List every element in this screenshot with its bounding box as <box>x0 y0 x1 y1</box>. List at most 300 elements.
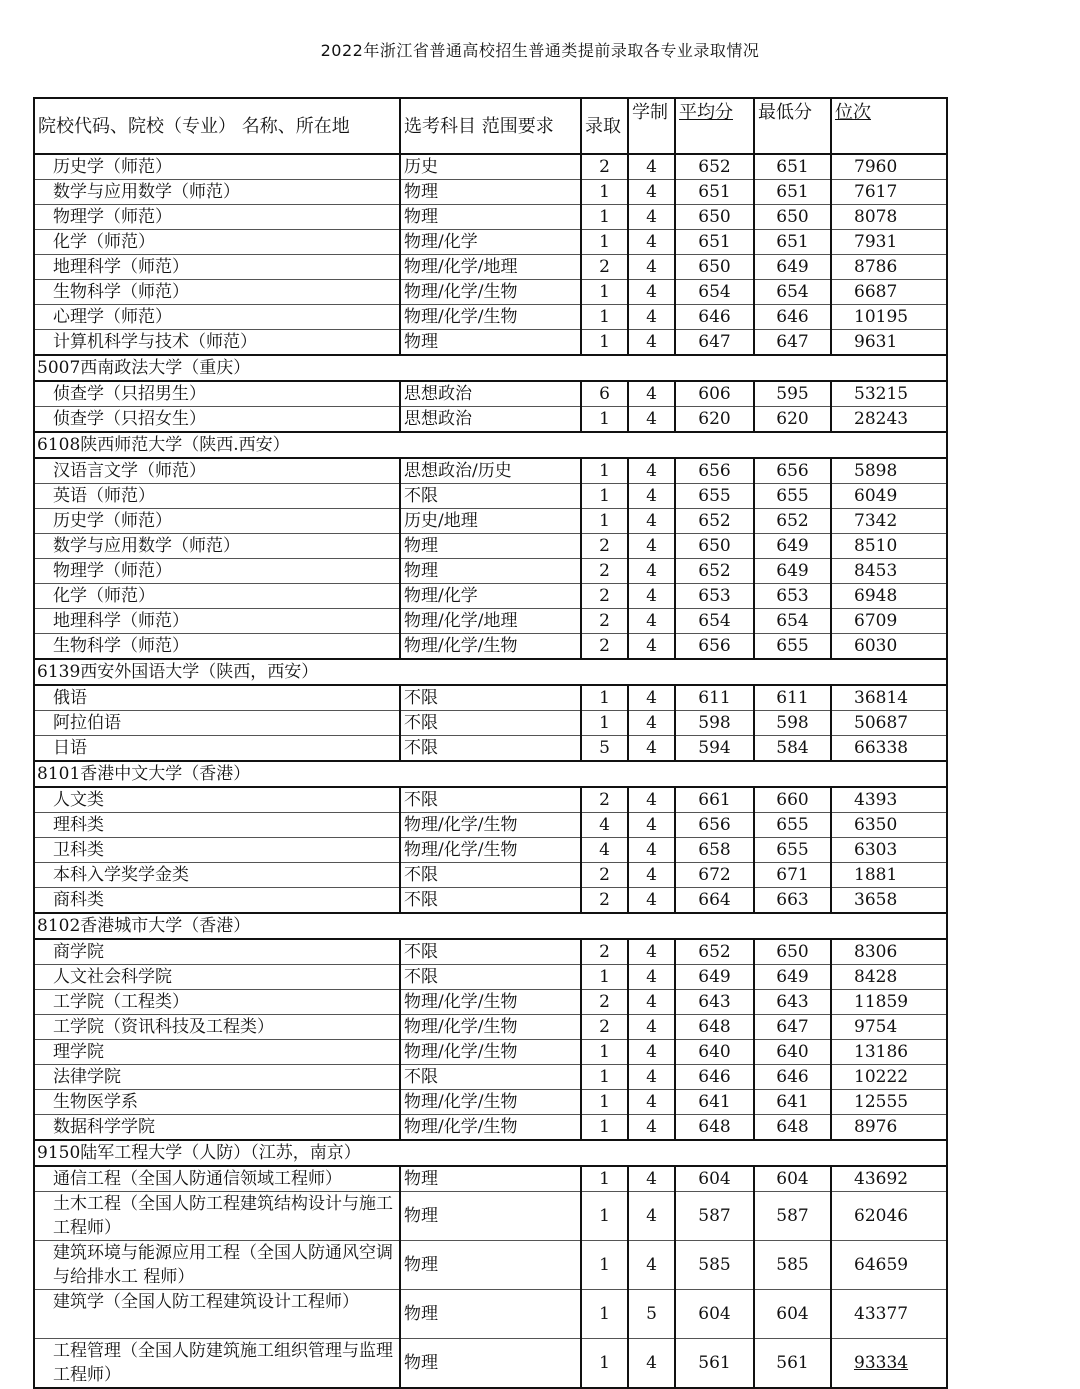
subjects-cell: 历史 <box>400 154 581 180</box>
admitted-cell: 1 <box>581 1192 628 1241</box>
min-cell: 655 <box>754 484 831 509</box>
admitted-cell: 2 <box>581 939 628 965</box>
avg-cell: 640 <box>675 1040 754 1065</box>
major-cell: 理学院 <box>34 1040 400 1065</box>
years-cell: 4 <box>628 180 675 205</box>
admitted-cell: 2 <box>581 634 628 660</box>
min-cell: 654 <box>754 280 831 305</box>
major-cell: 通信工程（全国人防通信领域工程师） <box>34 1166 400 1192</box>
school-header-row <box>34 355 947 381</box>
subjects-cell: 物理 <box>400 1339 581 1389</box>
min-cell: 641 <box>754 1090 831 1115</box>
min-cell: 648 <box>754 1115 831 1141</box>
major-cell: 商学院 <box>34 939 400 965</box>
admitted-cell: 1 <box>581 685 628 711</box>
table-row <box>34 381 947 407</box>
subjects-cell: 物理 <box>400 1290 581 1339</box>
table-body <box>34 154 947 1388</box>
major-cell: 阿拉伯语 <box>34 711 400 736</box>
avg-cell: 646 <box>675 305 754 330</box>
admitted-cell: 1 <box>581 205 628 230</box>
rank-cell: 6049 <box>831 484 947 509</box>
subjects-cell: 历史/地理 <box>400 509 581 534</box>
rank-cell: 36814 <box>831 685 947 711</box>
min-cell: 649 <box>754 534 831 559</box>
admission-table <box>33 97 948 1389</box>
major-cell: 土木工程（全国人防工程建筑结构设计与施工工程师） <box>34 1192 400 1241</box>
years-cell: 4 <box>628 559 675 584</box>
min-cell: 585 <box>754 1241 831 1290</box>
table-row <box>34 1166 947 1192</box>
rank-cell: 6350 <box>831 813 947 838</box>
table-row <box>34 990 947 1015</box>
major-cell: 数据科学学院 <box>34 1115 400 1141</box>
admitted-cell: 1 <box>581 1166 628 1192</box>
rank-cell: 53215 <box>831 381 947 407</box>
min-cell: 561 <box>754 1339 831 1389</box>
avg-cell: 646 <box>675 1065 754 1090</box>
major-cell: 地理科学（师范） <box>34 609 400 634</box>
table-row <box>34 685 947 711</box>
avg-cell: 652 <box>675 559 754 584</box>
avg-cell: 649 <box>675 965 754 990</box>
admitted-cell: 1 <box>581 458 628 484</box>
major-cell: 人文社会科学院 <box>34 965 400 990</box>
subjects-cell: 物理/化学/生物 <box>400 634 581 660</box>
school-header-row <box>34 432 947 458</box>
table-row <box>34 180 947 205</box>
min-cell: 655 <box>754 813 831 838</box>
min-cell: 611 <box>754 685 831 711</box>
rank-cell: 28243 <box>831 407 947 433</box>
min-cell: 620 <box>754 407 831 433</box>
subjects-cell: 物理 <box>400 180 581 205</box>
rank-cell: 6030 <box>831 634 947 660</box>
major-cell: 卫科类 <box>34 838 400 863</box>
major-cell: 建筑环境与能源应用工程（全国人防通风空调与给排水工 程师） <box>34 1241 400 1290</box>
avg-cell: 654 <box>675 280 754 305</box>
subjects-cell: 不限 <box>400 888 581 914</box>
rank-cell: 8306 <box>831 939 947 965</box>
avg-cell: 606 <box>675 381 754 407</box>
avg-cell: 620 <box>675 407 754 433</box>
years-cell: 4 <box>628 1192 675 1241</box>
major-cell: 工程管理（全国人防建筑施工组织管理与监理工程师） <box>34 1339 400 1389</box>
subjects-cell: 不限 <box>400 939 581 965</box>
subjects-cell: 物理/化学/生物 <box>400 1115 581 1141</box>
years-cell: 4 <box>628 838 675 863</box>
years-cell: 4 <box>628 965 675 990</box>
years-cell: 4 <box>628 407 675 433</box>
years-cell: 4 <box>628 1115 675 1141</box>
years-cell: 4 <box>628 634 675 660</box>
years-cell: 4 <box>628 1065 675 1090</box>
major-cell: 数学与应用数学（师范） <box>34 534 400 559</box>
avg-cell: 652 <box>675 509 754 534</box>
school-name: 5007西南政法大学（重庆） <box>34 355 947 381</box>
subjects-cell: 不限 <box>400 965 581 990</box>
rank-cell: 64659 <box>831 1241 947 1290</box>
years-cell: 4 <box>628 863 675 888</box>
major-cell: 工学院（资讯科技及工程类） <box>34 1015 400 1040</box>
table-row <box>34 1090 947 1115</box>
table-row <box>34 1040 947 1065</box>
table-row <box>34 484 947 509</box>
table-row <box>34 888 947 914</box>
rank-cell: 3658 <box>831 888 947 914</box>
major-cell: 物理学（师范） <box>34 559 400 584</box>
admitted-cell: 1 <box>581 484 628 509</box>
avg-cell: 652 <box>675 939 754 965</box>
subjects-cell: 物理/化学/生物 <box>400 838 581 863</box>
subjects-cell: 物理 <box>400 330 581 356</box>
min-cell: 650 <box>754 205 831 230</box>
min-cell: 647 <box>754 330 831 356</box>
major-cell: 心理学（师范） <box>34 305 400 330</box>
years-cell: 4 <box>628 939 675 965</box>
major-cell: 计算机科学与技术（师范） <box>34 330 400 356</box>
table-row <box>34 787 947 813</box>
years-cell: 4 <box>628 230 675 255</box>
avg-cell: 656 <box>675 813 754 838</box>
years-cell: 4 <box>628 1339 675 1389</box>
avg-cell: 561 <box>675 1339 754 1389</box>
avg-cell: 611 <box>675 685 754 711</box>
subjects-cell: 不限 <box>400 1065 581 1090</box>
admitted-cell: 1 <box>581 180 628 205</box>
table-row <box>34 813 947 838</box>
years-cell: 4 <box>628 458 675 484</box>
min-cell: 663 <box>754 888 831 914</box>
admitted-cell: 2 <box>581 1015 628 1040</box>
avg-cell: 598 <box>675 711 754 736</box>
years-cell: 4 <box>628 1166 675 1192</box>
subjects-cell: 物理/化学/生物 <box>400 1090 581 1115</box>
subjects-cell: 物理 <box>400 1166 581 1192</box>
major-cell: 生物科学（师范） <box>34 280 400 305</box>
subjects-cell: 不限 <box>400 787 581 813</box>
min-cell: 653 <box>754 584 831 609</box>
major-cell: 历史学（师范） <box>34 154 400 180</box>
major-cell: 法律学院 <box>34 1065 400 1090</box>
major-cell: 化学（师范） <box>34 230 400 255</box>
major-cell: 俄语 <box>34 685 400 711</box>
rank-cell: 6687 <box>831 280 947 305</box>
table-row <box>34 838 947 863</box>
major-cell: 生物科学（师范） <box>34 634 400 660</box>
header-years: 学制 <box>628 98 675 154</box>
subjects-cell: 物理/化学/地理 <box>400 609 581 634</box>
major-cell: 物理学（师范） <box>34 205 400 230</box>
min-cell: 655 <box>754 838 831 863</box>
admitted-cell: 1 <box>581 1040 628 1065</box>
major-cell: 历史学（师范） <box>34 509 400 534</box>
rank-cell: 13186 <box>831 1040 947 1065</box>
avg-cell: 641 <box>675 1090 754 1115</box>
subjects-cell: 思想政治 <box>400 407 581 433</box>
years-cell: 4 <box>628 1090 675 1115</box>
school-header-row <box>34 659 947 685</box>
major-cell: 人文类 <box>34 787 400 813</box>
header-avg: 平均分 <box>675 98 754 154</box>
admitted-cell: 2 <box>581 863 628 888</box>
avg-cell: 648 <box>675 1015 754 1040</box>
admitted-cell: 1 <box>581 1339 628 1389</box>
years-cell: 4 <box>628 484 675 509</box>
years-cell: 4 <box>628 154 675 180</box>
years-cell: 4 <box>628 205 675 230</box>
major-cell: 数学与应用数学（师范） <box>34 180 400 205</box>
major-cell: 工学院（工程类） <box>34 990 400 1015</box>
min-cell: 656 <box>754 458 831 484</box>
major-cell: 生物医学系 <box>34 1090 400 1115</box>
school-name: 8101香港中文大学（香港） <box>34 761 947 787</box>
admitted-cell: 2 <box>581 990 628 1015</box>
table-row <box>34 255 947 280</box>
avg-cell: 604 <box>675 1290 754 1339</box>
min-cell: 660 <box>754 787 831 813</box>
subjects-cell: 不限 <box>400 736 581 762</box>
avg-cell: 652 <box>675 154 754 180</box>
avg-cell: 655 <box>675 484 754 509</box>
table-row <box>34 330 947 356</box>
header-admitted: 录取 <box>581 98 628 154</box>
admitted-cell: 2 <box>581 584 628 609</box>
min-cell: 654 <box>754 609 831 634</box>
rank-cell: 43692 <box>831 1166 947 1192</box>
years-cell: 4 <box>628 1040 675 1065</box>
min-cell: 604 <box>754 1166 831 1192</box>
major-cell: 理科类 <box>34 813 400 838</box>
admitted-cell: 1 <box>581 509 628 534</box>
admitted-cell: 2 <box>581 609 628 634</box>
years-cell: 4 <box>628 509 675 534</box>
avg-cell: 647 <box>675 330 754 356</box>
table-row <box>34 634 947 660</box>
min-cell: 598 <box>754 711 831 736</box>
avg-cell: 650 <box>675 255 754 280</box>
subjects-cell: 物理/化学/生物 <box>400 990 581 1015</box>
rank-cell: 1881 <box>831 863 947 888</box>
subjects-cell: 物理/化学 <box>400 584 581 609</box>
avg-cell: 672 <box>675 863 754 888</box>
table-row <box>34 711 947 736</box>
min-cell: 649 <box>754 965 831 990</box>
subjects-cell: 物理 <box>400 559 581 584</box>
rank-cell: 11859 <box>831 990 947 1015</box>
major-cell: 地理科学（师范） <box>34 255 400 280</box>
major-cell: 侦查学（只招女生） <box>34 407 400 433</box>
rank-cell: 66338 <box>831 736 947 762</box>
avg-cell: 654 <box>675 609 754 634</box>
admitted-cell: 1 <box>581 330 628 356</box>
years-cell: 4 <box>628 330 675 356</box>
table-row <box>34 1065 947 1090</box>
years-cell: 4 <box>628 305 675 330</box>
rank-cell: 7342 <box>831 509 947 534</box>
table-header <box>34 98 947 154</box>
admitted-cell: 4 <box>581 813 628 838</box>
avg-cell: 585 <box>675 1241 754 1290</box>
avg-cell: 658 <box>675 838 754 863</box>
subjects-cell: 物理/化学 <box>400 230 581 255</box>
table-row <box>34 1015 947 1040</box>
rank-cell: 8453 <box>831 559 947 584</box>
admitted-cell: 2 <box>581 534 628 559</box>
table-row <box>34 1241 947 1290</box>
avg-cell: 653 <box>675 584 754 609</box>
admitted-cell: 1 <box>581 1241 628 1290</box>
years-cell: 4 <box>628 1015 675 1040</box>
table-row <box>34 584 947 609</box>
table-row <box>34 939 947 965</box>
rank-cell: 4393 <box>831 787 947 813</box>
admitted-cell: 2 <box>581 787 628 813</box>
years-cell: 4 <box>628 888 675 914</box>
admitted-cell: 5 <box>581 736 628 762</box>
years-cell: 4 <box>628 584 675 609</box>
rank-cell: 7960 <box>831 154 947 180</box>
table-row <box>34 154 947 180</box>
min-cell: 651 <box>754 180 831 205</box>
admitted-cell: 1 <box>581 280 628 305</box>
min-cell: 643 <box>754 990 831 1015</box>
table-row <box>34 458 947 484</box>
admitted-cell: 4 <box>581 838 628 863</box>
header-subjects: 选考科目 范围要求 <box>400 98 581 154</box>
rank-cell: 7931 <box>831 230 947 255</box>
min-cell: 649 <box>754 255 831 280</box>
min-cell: 647 <box>754 1015 831 1040</box>
rank-cell: 50687 <box>831 711 947 736</box>
avg-cell: 648 <box>675 1115 754 1141</box>
header-rank: 位次 <box>831 98 947 154</box>
major-cell: 英语（师范） <box>34 484 400 509</box>
school-name: 8102香港城市大学（香港） <box>34 913 947 939</box>
rank-cell: 6948 <box>831 584 947 609</box>
min-cell: 595 <box>754 381 831 407</box>
years-cell: 4 <box>628 1241 675 1290</box>
admitted-cell: 1 <box>581 1090 628 1115</box>
years-cell: 4 <box>628 609 675 634</box>
subjects-cell: 不限 <box>400 863 581 888</box>
years-cell: 4 <box>628 685 675 711</box>
rank-cell: 8078 <box>831 205 947 230</box>
avg-cell: 650 <box>675 205 754 230</box>
subjects-cell: 物理 <box>400 205 581 230</box>
years-cell: 4 <box>628 990 675 1015</box>
table-row <box>34 1115 947 1141</box>
min-cell: 584 <box>754 736 831 762</box>
admitted-cell: 2 <box>581 154 628 180</box>
avg-cell: 661 <box>675 787 754 813</box>
rank-cell: 6303 <box>831 838 947 863</box>
header-school: 院校代码、院校（专业） 名称、所在地 <box>34 98 400 154</box>
table-row <box>34 863 947 888</box>
subjects-cell: 思想政治/历史 <box>400 458 581 484</box>
min-cell: 671 <box>754 863 831 888</box>
avg-cell: 656 <box>675 458 754 484</box>
rank-cell: 9754 <box>831 1015 947 1040</box>
subjects-cell: 物理/化学/生物 <box>400 305 581 330</box>
subjects-cell: 不限 <box>400 711 581 736</box>
table-row <box>34 407 947 433</box>
page-title: 2022年浙江省普通高校招生普通类提前录取各专业录取情况 <box>320 41 760 60</box>
rank-cell: 8510 <box>831 534 947 559</box>
admitted-cell: 1 <box>581 965 628 990</box>
table-row <box>34 1290 947 1339</box>
min-cell: 646 <box>754 305 831 330</box>
min-cell: 651 <box>754 154 831 180</box>
table-row <box>34 559 947 584</box>
min-cell: 651 <box>754 230 831 255</box>
min-cell: 604 <box>754 1290 831 1339</box>
school-header-row <box>34 913 947 939</box>
subjects-cell: 物理 <box>400 1192 581 1241</box>
avg-cell: 604 <box>675 1166 754 1192</box>
major-cell: 建筑学（全国人防工程建筑设计工程师） <box>34 1290 400 1339</box>
admitted-cell: 1 <box>581 1115 628 1141</box>
admitted-cell: 1 <box>581 230 628 255</box>
school-header-row <box>34 761 947 787</box>
admitted-cell: 2 <box>581 559 628 584</box>
table-row <box>34 736 947 762</box>
major-cell: 商科类 <box>34 888 400 914</box>
admitted-cell: 2 <box>581 888 628 914</box>
major-cell: 日语 <box>34 736 400 762</box>
admitted-cell: 1 <box>581 1065 628 1090</box>
school-name: 9150陆军工程大学（人防）（江苏，南京） <box>34 1140 947 1166</box>
table-row <box>34 534 947 559</box>
avg-cell: 594 <box>675 736 754 762</box>
min-cell: 646 <box>754 1065 831 1090</box>
rank-cell: 5898 <box>831 458 947 484</box>
rank-cell: 8786 <box>831 255 947 280</box>
table-row <box>34 509 947 534</box>
min-cell: 650 <box>754 939 831 965</box>
min-cell: 640 <box>754 1040 831 1065</box>
avg-cell: 656 <box>675 634 754 660</box>
subjects-cell: 物理/化学/生物 <box>400 1015 581 1040</box>
rank-cell: 9631 <box>831 330 947 356</box>
school-header-row <box>34 1140 947 1166</box>
table-row <box>34 965 947 990</box>
school-name: 6108陕西师范大学（陕西.西安） <box>34 432 947 458</box>
admitted-cell: 1 <box>581 711 628 736</box>
avg-cell: 664 <box>675 888 754 914</box>
admitted-cell: 2 <box>581 255 628 280</box>
table-row <box>34 305 947 330</box>
rank-cell: 62046 <box>831 1192 947 1241</box>
rank-cell: 8976 <box>831 1115 947 1141</box>
min-cell: 649 <box>754 559 831 584</box>
table-row <box>34 230 947 255</box>
major-cell: 侦查学（只招男生） <box>34 381 400 407</box>
admitted-cell: 6 <box>581 381 628 407</box>
years-cell: 4 <box>628 280 675 305</box>
table-row <box>34 280 947 305</box>
years-cell: 4 <box>628 534 675 559</box>
admitted-cell: 1 <box>581 1290 628 1339</box>
rank-cell: 43377 <box>831 1290 947 1339</box>
major-cell: 本科入学奖学金类 <box>34 863 400 888</box>
years-cell: 4 <box>628 813 675 838</box>
years-cell: 4 <box>628 787 675 813</box>
avg-cell: 651 <box>675 230 754 255</box>
school-name: 6139西安外国语大学（陕西，西安） <box>34 659 947 685</box>
min-cell: 655 <box>754 634 831 660</box>
avg-cell: 587 <box>675 1192 754 1241</box>
